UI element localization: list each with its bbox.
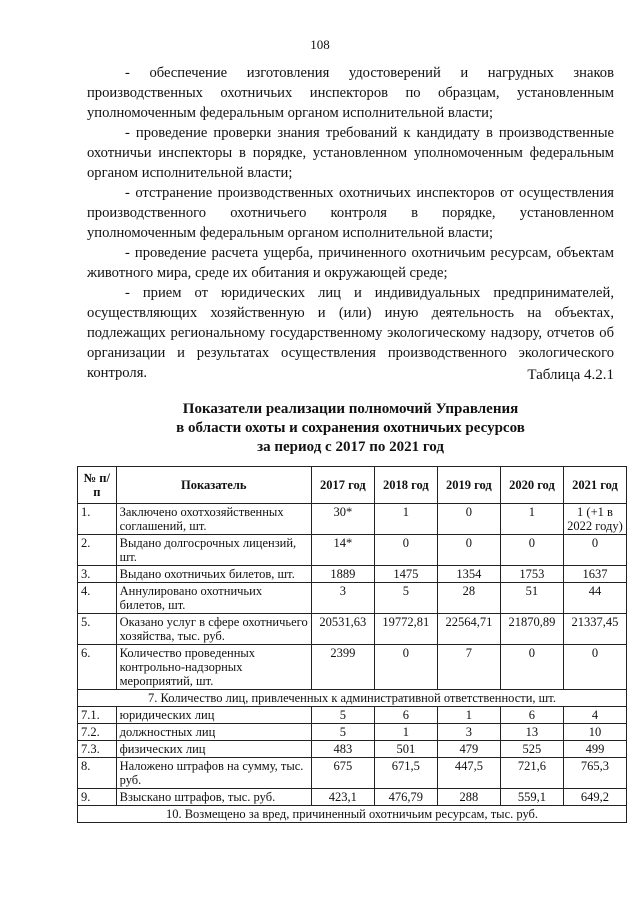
- row-value: 13: [500, 724, 563, 741]
- row-value: 4: [563, 707, 626, 724]
- row-value: 0: [374, 645, 437, 690]
- row-number: 7.1.: [78, 707, 117, 724]
- row-number: 5.: [78, 614, 117, 645]
- row-indicator: физических лиц: [116, 741, 311, 758]
- row-value: 0: [437, 535, 500, 566]
- row-value: 1: [437, 707, 500, 724]
- row-indicator: Наложено штрафов на сумму, тыс. руб.: [116, 758, 311, 789]
- row-value: 22564,71: [437, 614, 500, 645]
- section-row: [78, 690, 627, 707]
- paragraph: - проведение расчета ущерба, причиненного охотничьим ресурсам, объектам животного мира, среде их обитания и окружающей среде;: [87, 245, 614, 281]
- row-number: 8.: [78, 758, 117, 789]
- row-value: 721,6: [500, 758, 563, 789]
- table-row: [78, 566, 627, 583]
- table-row: [78, 504, 627, 535]
- table-title: [87, 400, 614, 457]
- table-body-offenders: [78, 707, 627, 806]
- row-number: 4.: [78, 583, 117, 614]
- section-7-title: 7. Количество лиц, привлеченных к административной ответственности, шт.: [78, 690, 627, 707]
- row-value: 1753: [500, 566, 563, 583]
- table-title-line: за период с 2017 по 2021 год: [257, 439, 444, 455]
- row-value: 1: [374, 724, 437, 741]
- row-number: 9.: [78, 789, 117, 806]
- row-value: 447,5: [437, 758, 500, 789]
- row-value: 499: [563, 741, 626, 758]
- row-value: 476,79: [374, 789, 437, 806]
- row-value: 14*: [311, 535, 374, 566]
- row-value: 19772,81: [374, 614, 437, 645]
- row-value: 1637: [563, 566, 626, 583]
- row-value: 0: [500, 645, 563, 690]
- table-row: [78, 583, 627, 614]
- row-indicator: Выдано долгосрочных лицензий, шт.: [116, 535, 311, 566]
- row-value: 51: [500, 583, 563, 614]
- table-title-line: Показатели реализации полномочий Управления: [182, 401, 519, 417]
- row-value: 288: [437, 789, 500, 806]
- header-2021: 2021 год: [563, 467, 626, 504]
- header-2020: 2020 год: [500, 467, 563, 504]
- row-number: 6.: [78, 645, 117, 690]
- row-value: 2399: [311, 645, 374, 690]
- table-section-7: [78, 690, 627, 707]
- header-indicator: Показатель: [116, 467, 311, 504]
- row-value: 5: [374, 583, 437, 614]
- row-number: 1.: [78, 504, 117, 535]
- row-value: 3: [437, 724, 500, 741]
- row-indicator: Оказано услуг в сфере охотничьего хозяйства, тыс. руб.: [116, 614, 311, 645]
- table-caption: Таблица 4.2.1: [527, 367, 614, 383]
- row-value: 1475: [374, 566, 437, 583]
- row-indicator: юридических лиц: [116, 707, 311, 724]
- row-value: 671,5: [374, 758, 437, 789]
- row-indicator: Аннулировано охотничьих билетов, шт.: [116, 583, 311, 614]
- section-10-title: 10. Возмещено за вред, причиненный охотничьим ресурсам, тыс. руб.: [78, 806, 627, 823]
- paragraph: - проведение проверки знания требований к кандидату в производственные охотничьи инспекторы в порядке, установленном уполномоченным федеральным органом исполнительной власти;: [87, 125, 614, 181]
- row-value: 1354: [437, 566, 500, 583]
- row-number: 2.: [78, 535, 117, 566]
- row-number: 7.3.: [78, 741, 117, 758]
- row-value: 423,1: [311, 789, 374, 806]
- row-number: 7.2.: [78, 724, 117, 741]
- row-indicator: Выдано охотничьих билетов, шт.: [116, 566, 311, 583]
- row-indicator: Заключено охотхозяйственных соглашений, шт.: [116, 504, 311, 535]
- row-value: 479: [437, 741, 500, 758]
- header-number: № п/п: [78, 467, 117, 504]
- table-row: [78, 758, 627, 789]
- row-number: 3.: [78, 566, 117, 583]
- table-row: [78, 614, 627, 645]
- row-indicator: Количество проведенных контрольно-надзорных мероприятий, шт.: [116, 645, 311, 690]
- row-value: 0: [374, 535, 437, 566]
- row-value: 5: [311, 707, 374, 724]
- row-indicator: должностных лиц: [116, 724, 311, 741]
- row-value: 21870,89: [500, 614, 563, 645]
- row-value: 6: [500, 707, 563, 724]
- row-value: 1 (+1 в 2022 году): [563, 504, 626, 535]
- row-value: 0: [437, 504, 500, 535]
- table-header-row: [78, 467, 627, 504]
- row-value: 6: [374, 707, 437, 724]
- row-value: 10: [563, 724, 626, 741]
- indicators-table: [77, 466, 627, 823]
- page-number: 108: [310, 37, 330, 52]
- header-2019: 2019 год: [437, 467, 500, 504]
- table-row: [78, 789, 627, 806]
- row-value: 28: [437, 583, 500, 614]
- table-row: [78, 535, 627, 566]
- row-value: 3: [311, 583, 374, 614]
- table-section-10: [78, 806, 627, 823]
- row-value: 559,1: [500, 789, 563, 806]
- body-text: [87, 63, 614, 383]
- row-value: 483: [311, 741, 374, 758]
- row-value: 30*: [311, 504, 374, 535]
- row-value: 675: [311, 758, 374, 789]
- table-row: [78, 645, 627, 690]
- row-value: 20531,63: [311, 614, 374, 645]
- paragraph: - отстранение производственных охотничьих инспекторов от осуществления производственного охотничьего контроля в порядке, установленном уполномоченным федеральным органом исполнительной власти;: [87, 185, 614, 241]
- row-value: 0: [500, 535, 563, 566]
- row-value: 1: [374, 504, 437, 535]
- header-2018: 2018 год: [374, 467, 437, 504]
- header-2017: 2017 год: [311, 467, 374, 504]
- row-value: 649,2: [563, 789, 626, 806]
- row-value: 0: [563, 645, 626, 690]
- row-indicator: Взыскано штрафов, тыс. руб.: [116, 789, 311, 806]
- row-value: 1889: [311, 566, 374, 583]
- row-value: 765,3: [563, 758, 626, 789]
- table-title-line: в области охоты и сохранения охотничьих ресурсов: [176, 420, 525, 436]
- table-row: [78, 724, 627, 741]
- row-value: 1: [500, 504, 563, 535]
- table-row: [78, 741, 627, 758]
- row-value: 501: [374, 741, 437, 758]
- paragraph: - обеспечение изготовления удостоверений и нагрудных знаков производственных охотничьих инспекторов по образцам, установленным уполномоченным федеральным органом исполнительной власти;: [87, 65, 614, 121]
- row-value: 7: [437, 645, 500, 690]
- row-value: 525: [500, 741, 563, 758]
- row-value: 5: [311, 724, 374, 741]
- row-value: 0: [563, 535, 626, 566]
- row-value: 44: [563, 583, 626, 614]
- table-row: [78, 707, 627, 724]
- section-row: [78, 806, 627, 823]
- paragraph: - прием от юридических лиц и индивидуальных предпринимателей, осуществляющих хозяйственную и (или) иную деятельность на объектах, подлежащих региональному государственному экологическому надзору, отчетов об организации и результатах осуществления производственного экологического контроля.: [87, 285, 614, 381]
- row-value: 21337,45: [563, 614, 626, 645]
- table-body-main: [78, 504, 627, 690]
